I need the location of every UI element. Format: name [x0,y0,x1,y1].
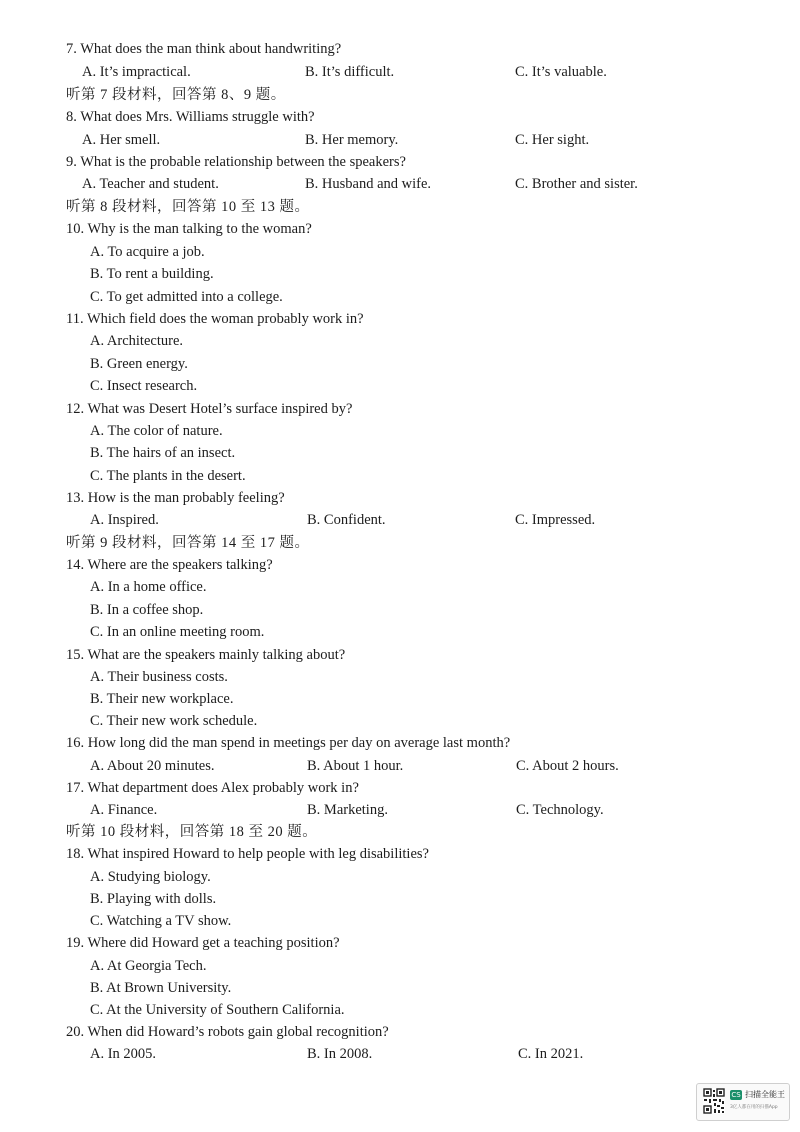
question-15: 15. What are the speakers mainly talking about? [66,647,346,663]
options-row-16 [0,755,800,777]
option-17a: A. Finance. [90,802,158,818]
option-8a: A. Her smell. [82,132,161,148]
option-18a: A. Studying biology. [90,869,211,885]
option-14a: A. In a home office. [90,579,207,595]
options-row-7 [0,61,800,83]
option-7b: B. It’s difficult. [305,64,395,80]
option-9a: A. Teacher and student. [82,176,219,192]
option-18c: C. Watching a TV show. [90,913,232,929]
scanner-logo-icon: CS [731,1091,741,1099]
question-7: 7. What does the man think about handwriting? [66,41,342,57]
option-13a: A. Inspired. [90,512,159,528]
option-19b: B. At Brown University. [90,980,232,996]
option-7c: C. It’s valuable. [515,64,607,80]
section-heading-8: 听第 8 段材料，回答第 10 至 13 题。 [66,199,310,215]
question-14: 14. Where are the speakers talking? [66,557,273,573]
option-8b: B. Her memory. [305,132,399,148]
option-11b: B. Green energy. [90,356,188,372]
question-13: 13. How is the man probably feeling? [66,490,285,506]
options-row-17 [0,799,800,821]
scanner-app-name: 扫描全能王 [745,1090,785,1099]
option-12a: A. The color of nature. [90,423,223,439]
option-14c: C. In an online meeting room. [90,624,265,640]
option-10c: C. To get admitted into a college. [90,289,283,305]
section-heading-9: 听第 9 段材料，回答第 14 至 17 题。 [66,535,310,551]
option-15c: C. Their new work schedule. [90,713,258,729]
option-20c: C. In 2021. [518,1046,584,1062]
option-20b: B. In 2008. [307,1046,373,1062]
options-row-20 [0,1043,800,1065]
scanner-watermark [696,1083,790,1121]
section-heading-10: 听第 10 段材料，回答第 18 至 20 题。 [66,824,318,840]
option-16a: A. About 20 minutes. [90,758,215,774]
section-heading-7: 听第 7 段材料，回答第 8、9 题。 [66,87,286,103]
option-7a: A. It’s impractical. [82,64,191,80]
option-9c: C. Brother and sister. [515,176,638,192]
option-19a: A. At Georgia Tech. [90,958,207,974]
options-row-9 [0,173,800,195]
question-17: 17. What department does Alex probably work in? [66,780,359,796]
qr-code-icon [703,1088,725,1114]
option-20a: A. In 2005. [90,1046,157,1062]
option-15a: A. Their business costs. [90,669,228,685]
options-row-13 [0,509,800,531]
option-14b: B. In a coffee shop. [90,602,204,618]
option-11c: C. Insect research. [90,378,198,394]
option-12b: B. The hairs of an insect. [90,445,236,461]
question-10: 10. Why is the man talking to the woman? [66,221,312,237]
question-9: 9. What is the probable relationship between the speakers? [66,154,406,170]
question-18: 18. What inspired Howard to help people with leg disabilities? [66,846,429,862]
option-11a: A. Architecture. [90,333,184,349]
question-20: 20. When did Howard’s robots gain global recognition? [66,1024,389,1040]
question-19: 19. Where did Howard get a teaching position? [66,935,340,951]
option-12c: C. The plants in the desert. [90,468,246,484]
option-13b: B. Confident. [307,512,386,528]
option-16c: C. About 2 hours. [516,758,619,774]
option-18b: B. Playing with dolls. [90,891,217,907]
option-16b: B. About 1 hour. [307,758,404,774]
question-16: 16. How long did the man spend in meetings per day on average last month? [66,735,511,751]
option-17b: B. Marketing. [307,802,388,818]
option-15b: B. Their new workplace. [90,691,234,707]
option-17c: C. Technology. [516,802,604,818]
question-11: 11. Which field does the woman probably work in? [66,311,364,327]
question-8: 8. What does Mrs. Williams struggle with? [66,109,315,125]
question-12: 12. What was Desert Hotel’s surface inspired by? [66,401,353,417]
option-10a: A. To acquire a job. [90,244,205,260]
option-13c: C. Impressed. [515,512,596,528]
option-19c: C. At the University of Southern California. [90,1002,345,1018]
scanner-app-tagline: 3亿人都在用的扫描App [730,1105,778,1110]
option-9b: B. Husband and wife. [305,176,432,192]
options-row-8 [0,129,800,151]
option-8c: C. Her sight. [515,132,590,148]
option-10b: B. To rent a building. [90,266,214,282]
